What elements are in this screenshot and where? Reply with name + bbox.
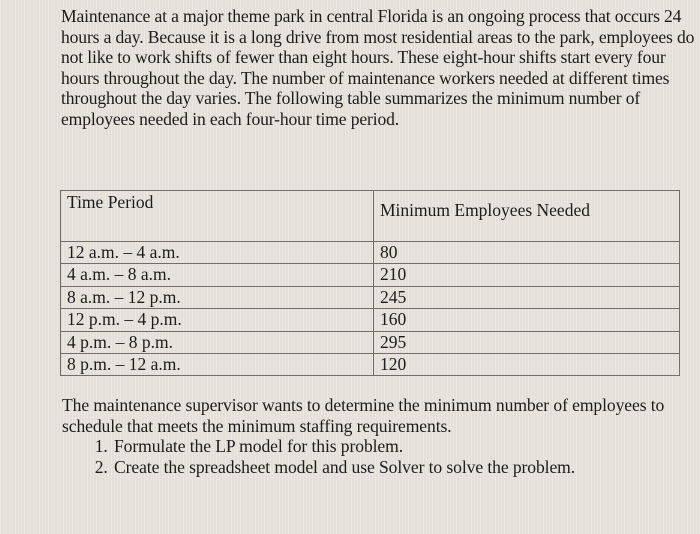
task-list [62, 436, 692, 477]
task-item: 1. Formulate the LP model for this problem. [112, 436, 692, 457]
header-min-employees: Minimum Employees Needed [374, 191, 680, 242]
min-employees-cell: 120 [374, 353, 680, 375]
period-cell: 8 a.m. – 12 p.m. [61, 286, 374, 308]
period-cell: 12 a.m. – 4 a.m. [61, 242, 374, 264]
table-row [61, 286, 680, 308]
min-employees-cell: 80 [374, 242, 680, 264]
table-header-row [61, 191, 680, 242]
table-row [61, 264, 680, 286]
min-employees-cell: 160 [374, 309, 680, 331]
period-cell: 12 p.m. – 4 p.m. [61, 309, 374, 331]
header-time-period: Time Period [61, 191, 374, 242]
intro-paragraph [61, 6, 700, 130]
table-row [61, 309, 680, 331]
min-employees-cell: 295 [374, 331, 680, 353]
intro-text: Maintenance at a major theme park in central Florida is an ongoing process that occurs 24 hours a day. Because it is a long drive from most residential areas to the park, employees do not like to work shifts of fewer than eight hours. These eight-hour shifts start every four hours throughout the day. The number of maintenance workers needed at different times throughout the day varies. The following table summarizes the minimum number of employees needed in each four-hour time period. [61, 6, 695, 129]
closing-text: The maintenance supervisor wants to determine the minimum number of employees to schedule that meets the minimum staffing requirements. [62, 395, 665, 436]
min-employees-cell: 210 [374, 264, 680, 286]
period-cell: 8 p.m. – 12 a.m. [61, 353, 374, 375]
closing-section [62, 395, 692, 477]
staffing-requirements-table [60, 190, 680, 376]
table-row [61, 242, 680, 264]
task-item: 2. Create the spreadsheet model and use Solver to solve the problem. [112, 457, 692, 478]
table-row [61, 353, 680, 375]
period-cell: 4 a.m. – 8 a.m. [61, 264, 374, 286]
table-row [61, 331, 680, 353]
period-cell: 4 p.m. – 8 p.m. [61, 331, 374, 353]
min-employees-cell: 245 [374, 286, 680, 308]
